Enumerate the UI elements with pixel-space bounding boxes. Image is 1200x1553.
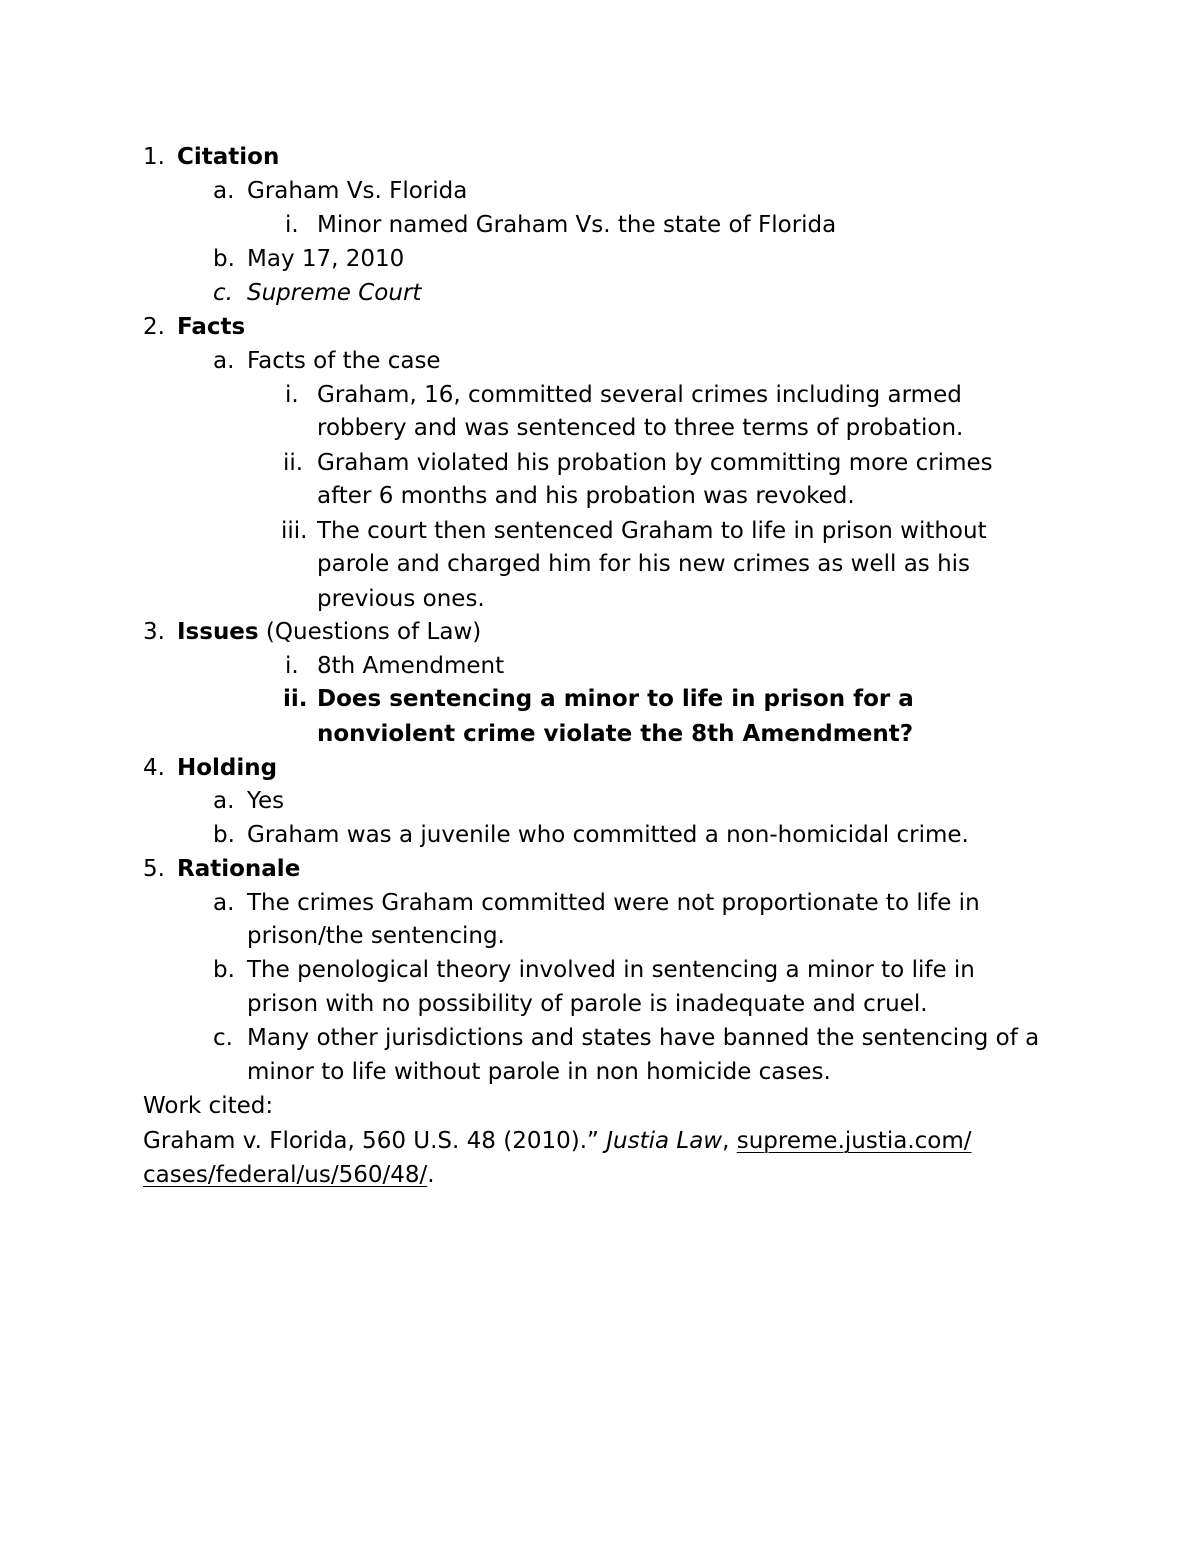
subitem-text: Graham, 16, committed several crimes including armed [317,382,962,408]
item-marker: b. [213,822,235,848]
works-cited-citation-cont [143,1158,435,1192]
item-text: Facts of the case [247,348,441,374]
item-marker: a. [213,178,235,204]
item-text: The penological theory involved in sentencing a minor to life in [247,957,975,983]
citation-source: Justia Law [606,1128,723,1154]
item-marker: a. [213,348,235,374]
item-text: Many other jurisdictions and states have banned the sentencing of a [247,1025,1040,1051]
item-text: Supreme Court [247,280,422,306]
section-title-suffix: (Questions of Law) [258,619,482,645]
item-marker: a. [213,788,235,814]
section-title-issues: Issues [177,619,259,645]
item-text: minor to life without parole in non homicide cases. [247,1059,831,1085]
section-number: 5. [143,856,165,882]
citation-url-link-part1[interactable]: supreme.justia.com/ [736,1128,972,1154]
section-title-holding: Holding [177,755,278,781]
section-title-facts: Facts [177,314,246,340]
subitem-marker: ii. [283,450,304,476]
item-marker: c. [213,1025,233,1051]
subitem-text: Minor named Graham Vs. the state of Florida [317,212,837,238]
section-number: 1. [143,144,165,170]
item-marker: b. [213,246,235,272]
item-marker: a. [213,890,235,916]
subitem-text: Does sentencing a minor to life in prison for a [317,686,914,712]
subitem-marker: i. [285,212,299,238]
works-cited-citation [143,1124,972,1158]
citation-prefix: Graham v. Florida, 560 U.S. 48 (2010).” [143,1128,607,1154]
section-title-rationale: Rationale [177,856,301,882]
subitem-marker: i. [285,653,299,679]
subitem-text: previous ones. [317,586,485,612]
subitem-marker: iii. [281,518,308,544]
subitem-text: parole and charged him for his new crimes as well as his [317,551,971,577]
item-marker: c. [213,280,233,306]
item-text: May 17, 2010 [247,246,405,272]
section-title-issues-line [177,615,481,649]
subitem-text: after 6 months and his probation was revoked. [317,483,855,509]
item-marker: b. [213,957,235,983]
citation-comma: , [722,1128,737,1154]
citation-end: . [427,1162,435,1188]
item-text: Yes [247,788,285,814]
subitem-text: The court then sentenced Graham to life in prison without [317,518,987,544]
section-number: 4. [143,755,165,781]
subitem-marker: i. [285,382,299,408]
works-cited-heading: Work cited: [143,1093,274,1119]
subitem-text: 8th Amendment [317,653,505,679]
subitem-text: Graham violated his probation by committing more crimes [317,450,993,476]
section-title-citation: Citation [177,144,280,170]
item-text: Graham was a juvenile who committed a non-homicidal crime. [247,822,969,848]
item-text: The crimes Graham committed were not proportionate to life in [247,890,980,916]
subitem-marker: ii. [283,686,308,712]
subitem-text: nonviolent crime violate the 8th Amendment? [317,721,914,747]
item-text: Graham Vs. Florida [247,178,468,204]
item-text: prison with no possibility of parole is inadequate and cruel. [247,991,928,1017]
section-number: 2. [143,314,165,340]
citation-url-link-part2[interactable]: cases/federal/us/560/48/ [143,1162,428,1188]
section-number: 3. [143,619,165,645]
item-text: prison/the sentencing. [247,923,505,949]
subitem-text: robbery and was sentenced to three terms of probation. [317,415,964,441]
